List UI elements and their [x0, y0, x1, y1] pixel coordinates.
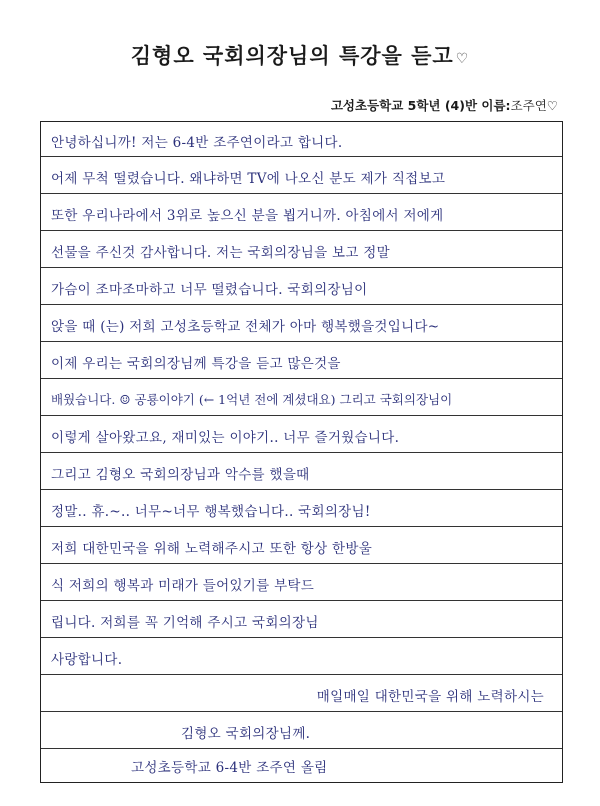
student-name: 조주연♡	[510, 98, 558, 113]
letter-line: 또한 우리나라에서 3위로 높으신 분을 뵙거니까. 아침에서 저에게	[51, 208, 444, 224]
name-label: 이름:	[481, 98, 511, 113]
letter-title	[0, 40, 600, 70]
letter-line: 식 저희의 행복과 미래가 들어있기를 부탁드	[51, 578, 315, 594]
letter-line: 립니다. 저희를 꼭 기억해 주시고 국회의장님	[51, 615, 319, 631]
lined-sheet	[40, 121, 563, 783]
letter-line: 매일매일 대한민국을 위해 노력하시는	[316, 689, 544, 705]
title-text: 김형오 국회의장님의 특강을 듣고	[130, 44, 454, 68]
letter-line: 안녕하십니까! 저는 6-4반 조주연이라고 합니다.	[51, 135, 343, 151]
letter-line: 이렇게 살아왔고요, 재미있는 이야기.. 너무 즐거웠습니다.	[51, 430, 400, 446]
title-heart-mark: ♡	[455, 51, 470, 67]
letter-line: 선물을 주신것 감사합니다. 저는 국회의장님을 보고 정말	[51, 245, 390, 261]
school-class: 고성초등학교 5학년 (4)반	[330, 98, 478, 113]
letter-line: 배웠습니다. ☺ 공룡이야기 (← 1억년 전에 계셨대요) 그리고 국회의장님이	[51, 392, 453, 407]
letter-line: 그리고 김형오 국회의장님과 악수를 했을때	[51, 467, 310, 483]
letter-line: 이제 우리는 국회의장님께 특강을 듣고 많은것을	[51, 356, 341, 372]
letter-line: 앉을 때 (는) 저희 고성초등학교 전체가 아마 행복했을것입니다~	[51, 319, 440, 335]
letter-line: 저희 대한민국을 위해 노력해주시고 또한 항상 한방울	[51, 541, 373, 557]
letter-line: 사랑합니다.	[51, 652, 123, 668]
letter-line: 어제 무척 떨렸습니다. 왜냐하면 TV에 나오신 분도 제가 직접보고	[51, 171, 446, 187]
letter-line: 정말.. 휴.~.. 너무~너무 행복했습니다.. 국회의장님!	[51, 504, 371, 520]
letter-line: 가슴이 조마조마하고 너무 떨렸습니다. 국회의장님이	[51, 282, 368, 298]
letter-signature: 고성초등학교 6-4반 조주연 올림	[131, 760, 328, 776]
letter-recipient: 김형오 국회의장님께.	[181, 726, 311, 742]
student-info	[331, 96, 558, 114]
